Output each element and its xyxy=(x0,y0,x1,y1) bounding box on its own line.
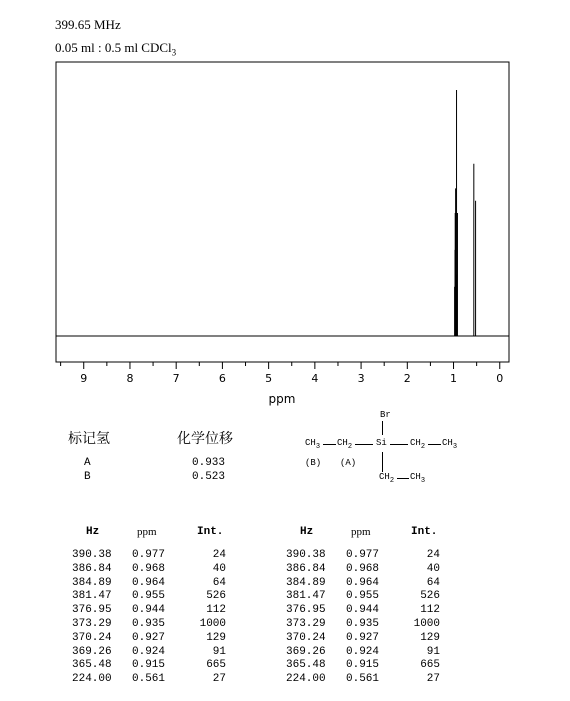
table-cell-int: 64 xyxy=(212,576,226,589)
table-cell-ppm: 0.924 xyxy=(346,645,380,658)
x-tick-label: 8 xyxy=(126,372,134,385)
table-cell-int: 129 xyxy=(420,631,440,644)
methylene-left: $CH_2$ xyxy=(337,438,353,451)
table-cell-int: 112 xyxy=(420,604,440,617)
table-cell-int: 40 xyxy=(426,562,440,575)
plot-frame xyxy=(56,62,509,362)
bond-ch2-si xyxy=(355,444,373,445)
table-cell-ppm: 0.915 xyxy=(346,659,380,672)
table-cell-ppm: 0.935 xyxy=(346,618,380,630)
table-cell-ppm: 0.927 xyxy=(346,631,380,644)
table-cell-ppm: 0.944 xyxy=(346,604,380,617)
table-cell-ppm: 0.561 xyxy=(132,673,166,686)
table-cell-ppm: 0.977 xyxy=(132,549,166,561)
table-cell-int: 24 xyxy=(426,549,440,561)
table-cell-hz: 370.24 xyxy=(286,631,326,644)
table-cell-hz: 390.38 xyxy=(286,549,326,561)
sample-subscript: 3 xyxy=(171,47,177,58)
table-cell-ppm: 0.964 xyxy=(346,576,380,589)
x-tick-label: 9 xyxy=(80,372,88,385)
table-cell-hz: 373.29 xyxy=(286,618,326,630)
table-header-int: Int. xyxy=(411,526,438,538)
table-cell-hz: 386.84 xyxy=(72,562,112,575)
assignment-shift: 0.523 xyxy=(192,471,226,483)
silicon-atom: Si xyxy=(376,438,387,448)
table-cell-int: 526 xyxy=(206,590,226,603)
shift-column-header: 化学位移 xyxy=(177,431,233,447)
x-axis-ticks xyxy=(61,362,504,385)
group-label-b: (B) xyxy=(305,458,322,468)
x-tick-label: 6 xyxy=(218,372,226,385)
table-cell-hz: 376.95 xyxy=(286,604,326,617)
table-cell-int: 40 xyxy=(212,562,226,575)
bond-ch3-ch2 xyxy=(323,444,336,445)
label-column-header: 标记氢 xyxy=(68,431,110,447)
table-cell-ppm: 0.964 xyxy=(132,576,166,589)
table-cell-int: 665 xyxy=(420,659,440,672)
table-cell-ppm: 0.955 xyxy=(346,590,380,603)
table-cell-hz: 373.29 xyxy=(72,618,112,630)
x-tick-label: 7 xyxy=(172,372,180,385)
x-tick-label: 5 xyxy=(265,372,273,385)
table-cell-int: 129 xyxy=(206,631,226,644)
table-header-ppm: ppm xyxy=(137,526,157,538)
bond-ch2-ch3-down xyxy=(397,478,409,479)
table-cell-int: 91 xyxy=(212,645,226,658)
table-cell-hz: 381.47 xyxy=(72,590,112,603)
bond-ch2-ch3 xyxy=(428,444,441,445)
methylene-down: $CH_2$ xyxy=(379,472,395,485)
table-cell-hz: 376.95 xyxy=(72,604,112,617)
table-cell-int: 27 xyxy=(212,673,226,686)
table-cell-int: 64 xyxy=(426,576,440,589)
table-cell-int: 112 xyxy=(206,604,226,617)
methyl-right: $CH_3$ xyxy=(442,438,458,451)
table-cell-hz: 384.89 xyxy=(286,576,326,589)
x-tick-label: 3 xyxy=(357,372,365,385)
spectrometer-frequency: 399.65 MHz xyxy=(55,17,121,32)
bromine-atom: Br xyxy=(380,410,391,420)
x-tick-label: 2 xyxy=(403,372,411,385)
sample-text: 0.05 ml : 0.5 ml CDCl xyxy=(55,40,172,55)
table-cell-hz: 369.26 xyxy=(72,645,112,658)
table-cell-hz: 381.47 xyxy=(286,590,326,603)
table-cell-hz: 384.89 xyxy=(72,576,112,589)
table-cell-hz: 390.38 xyxy=(72,549,112,561)
bond-si-ch2 xyxy=(390,444,408,445)
table-cell-int: 91 xyxy=(426,645,440,658)
table-header-int: Int. xyxy=(197,526,224,538)
table-header-hz: Hz xyxy=(86,526,100,538)
table-cell-ppm: 0.561 xyxy=(346,673,380,686)
table-cell-ppm: 0.977 xyxy=(346,549,380,561)
table-cell-ppm: 0.915 xyxy=(132,659,166,672)
table-cell-int: 1000 xyxy=(413,618,440,630)
table-cell-ppm: 0.924 xyxy=(132,645,166,658)
assignment-label: B xyxy=(84,471,91,483)
table-cell-hz: 365.48 xyxy=(286,659,326,672)
x-axis-label: ppm xyxy=(268,392,296,406)
x-tick-label: 0 xyxy=(496,372,504,385)
table-cell-int: 1000 xyxy=(199,618,226,630)
table-cell-hz: 370.24 xyxy=(72,631,112,644)
x-tick-label: 4 xyxy=(311,372,319,385)
table-cell-ppm: 0.968 xyxy=(346,562,380,575)
methylene-right: $CH_2$ xyxy=(410,438,426,451)
table-header-hz: Hz xyxy=(300,526,314,538)
table-cell-hz: 365.48 xyxy=(72,659,112,672)
methyl-left: $CH_3$ xyxy=(305,438,321,451)
bond-si-br xyxy=(382,421,383,435)
table-cell-int: 526 xyxy=(420,590,440,603)
table-cell-int: 27 xyxy=(426,673,440,686)
spectrum-trace xyxy=(455,90,476,336)
assignment-shift: 0.933 xyxy=(192,457,226,469)
assignment-label: A xyxy=(84,457,91,469)
table-cell-ppm: 0.927 xyxy=(132,631,166,644)
table-cell-ppm: 0.968 xyxy=(132,562,166,575)
group-label-a: (A) xyxy=(340,458,357,468)
table-cell-ppm: 0.955 xyxy=(132,590,166,603)
methyl-down: $CH_3$ xyxy=(410,472,426,485)
table-cell-ppm: 0.935 xyxy=(132,618,166,630)
table-cell-ppm: 0.944 xyxy=(132,604,166,617)
table-cell-int: 24 xyxy=(212,549,226,561)
table-cell-hz: 386.84 xyxy=(286,562,326,575)
x-tick-label: 1 xyxy=(450,372,458,385)
table-cell-hz: 369.26 xyxy=(286,645,326,658)
table-header-ppm: ppm xyxy=(351,526,371,538)
table-cell-hz: 224.00 xyxy=(72,673,112,686)
table-cell-int: 665 xyxy=(206,659,226,672)
bond-si-ch2-down xyxy=(382,452,383,472)
table-cell-hz: 224.00 xyxy=(286,673,326,686)
